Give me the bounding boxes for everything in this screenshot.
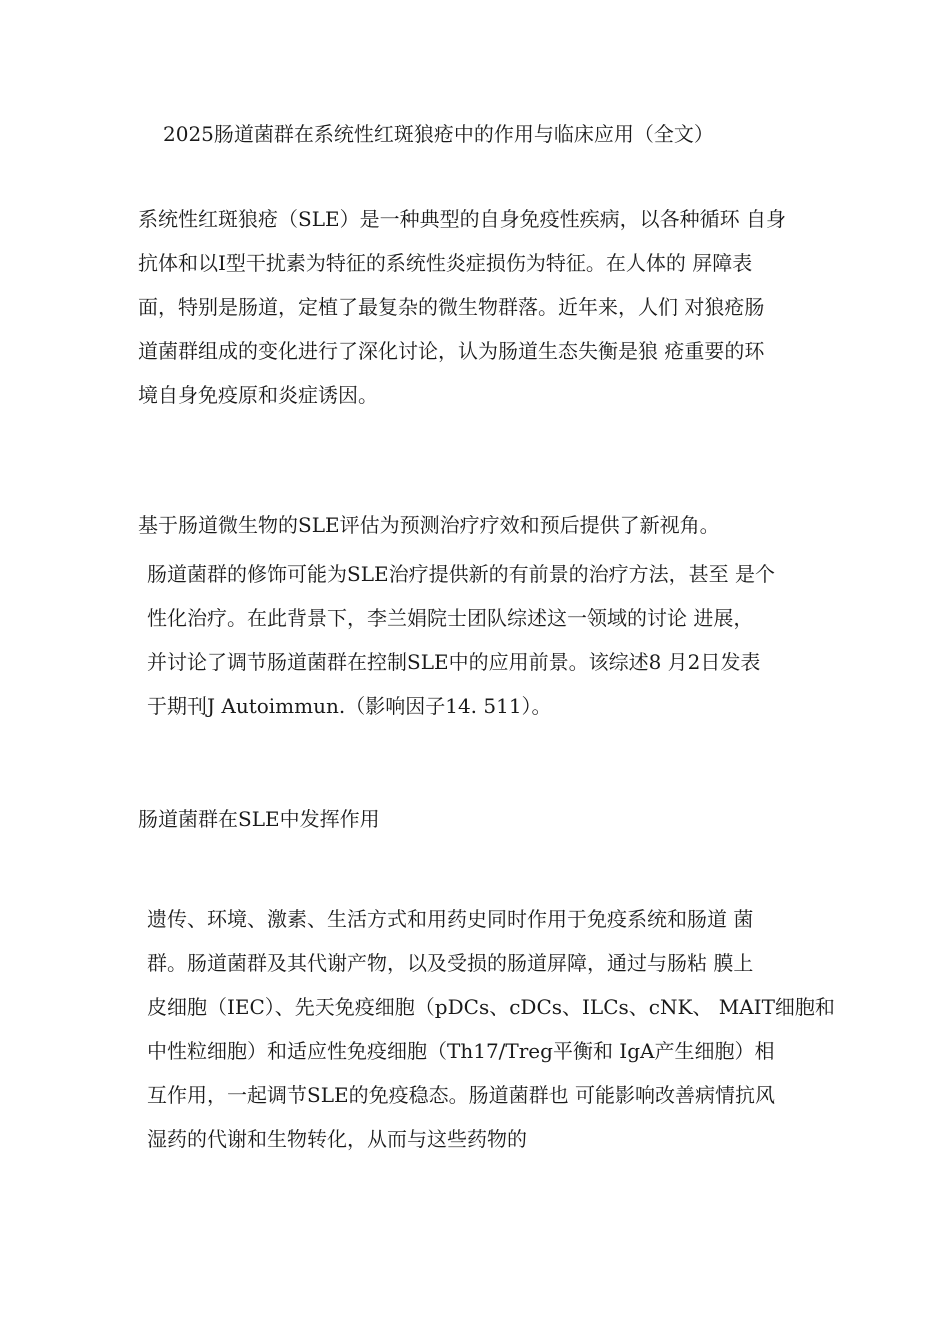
text-line: 抗体和以Ⅰ型干扰素为特征的系统性炎症损伤为特征。在人体的 屏障表 — [138, 251, 753, 275]
text-line: 肠道菌群的修饰可能为SLE治疗提供新的有前景的治疗方法，甚至 是个 — [147, 562, 775, 586]
text-line: 湿药的代谢和生物转化，从而与这些药物的 — [147, 1127, 527, 1151]
text-line: 并讨论了调节肠道菌群在控制SLE中的应用前景。该综述8 月2日发表 — [147, 650, 761, 674]
text-line: 群。肠道菌群及其代谢产物，以及受损的肠道屏障，通过与肠粘 膜上 — [147, 951, 754, 975]
text-line: 道菌群组成的变化进行了深化讨论，认为肠道生态失衡是狼 疮重要的环 — [138, 339, 765, 363]
text-line: 遗传、环境、激素、生活方式和用药史同时作用于免疫系统和肠道 菌 — [147, 907, 754, 931]
paragraph-review-summary — [147, 552, 775, 728]
text-line: 境自身免疫原和炎症诱因。 — [138, 383, 378, 407]
section-heading — [138, 797, 380, 841]
paragraph-evaluation — [138, 503, 720, 547]
text-line: 基于肠道微生物的SLE评估为预测治疗疗效和预后提供了新视角。 — [138, 513, 720, 537]
text-line: 面，特别是肠道，定植了最复杂的微生物群落。近年来，人们 对狼疮肠 — [138, 295, 765, 319]
text-line: 皮细胞（IEC）、先天免疫细胞（pDCs、cDCs、ILCs、cNK、 MAIT细胞和 — [147, 995, 835, 1019]
paragraph-sle-intro — [138, 197, 786, 417]
text-line: 于期刊J Autoimmun.（影响因子14. 511）。 — [147, 694, 552, 718]
text-line: 性化治疗。在此背景下，李兰娟院士团队综述这一领域的讨论 进展， — [147, 606, 754, 630]
paragraph-mechanisms — [147, 897, 835, 1161]
section-heading-text: 肠道菌群在SLE中发挥作用 — [138, 807, 380, 831]
text-line: 中性粒细胞）和适应性免疫细胞（Th17/Treg平衡和 IgA产生细胞）相 — [147, 1039, 775, 1063]
document-title: 2025肠道菌群在系统性红斑狼疮中的作用与临床应用（全文） — [163, 122, 714, 146]
text-line: 系统性红斑狼疮（SLE）是一种典型的自身免疫性疾病，以各种循环 自身 — [138, 207, 786, 231]
text-line: 互作用，一起调节SLE的免疫稳态。肠道菌群也 可能影响改善病情抗风 — [147, 1083, 775, 1107]
